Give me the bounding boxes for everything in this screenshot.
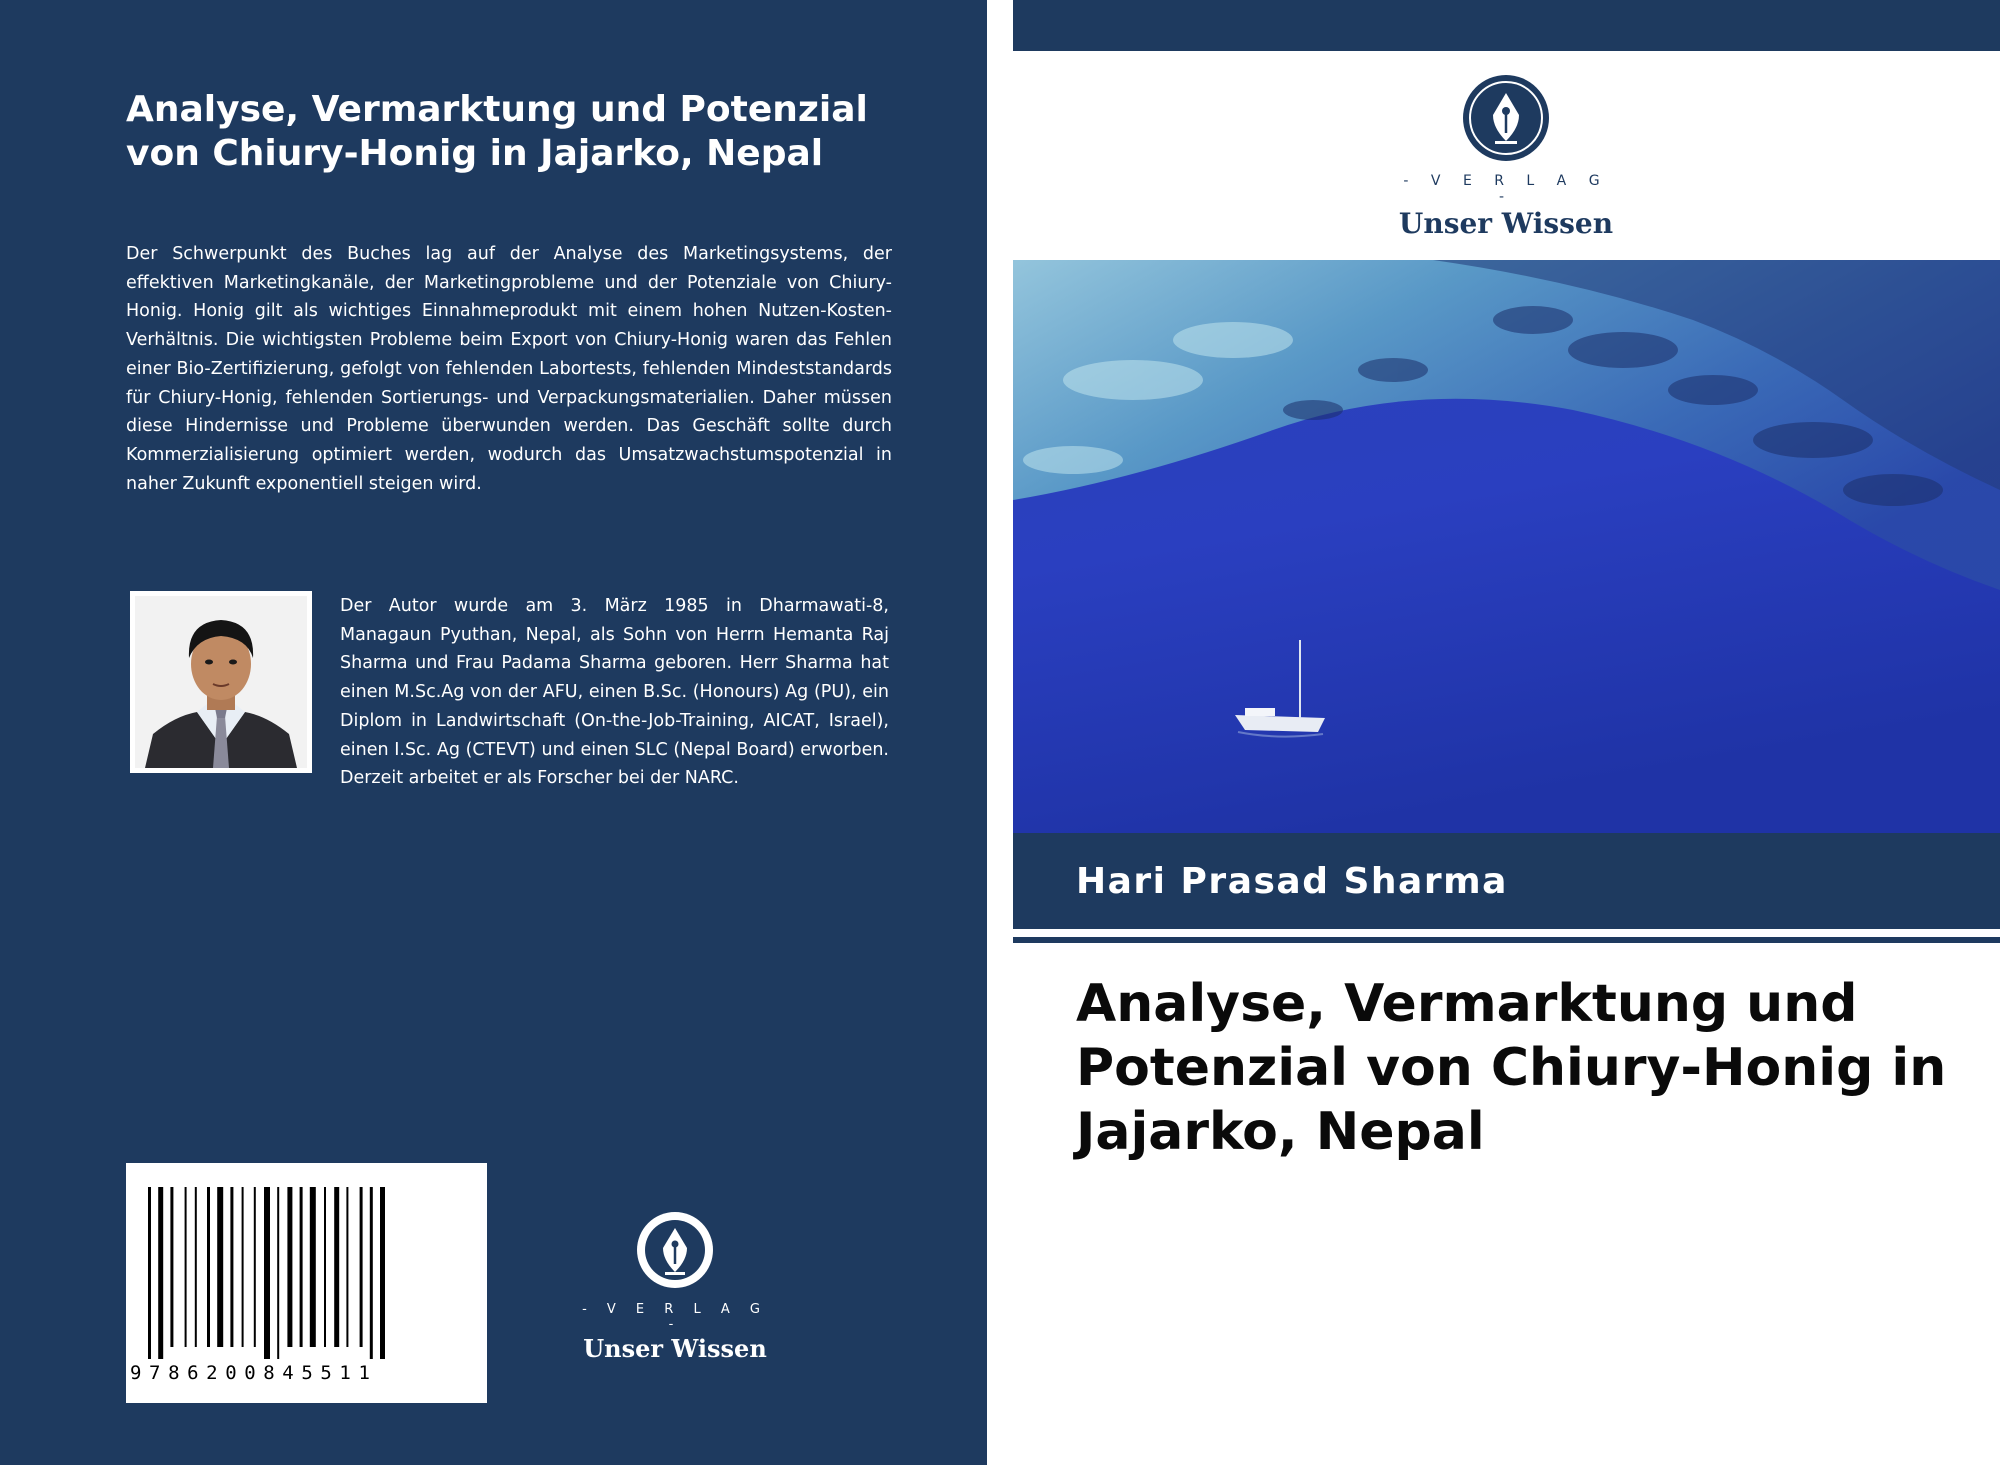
publisher-verlag-label: - V E R L A G - <box>1403 173 1609 205</box>
barcode-bar <box>148 1187 151 1359</box>
barcode-bar <box>360 1187 363 1347</box>
aerial-sea-reef-sailboat-photo <box>1013 260 2000 833</box>
author-biography: Der Autor wurde am 3. März 1985 in Dharmawati-8, Managaun Pyuthan, Nepal, als Sohn von Herrn Hemanta Raj Sharma und Frau Padama Sharma geboren. Herr Sharma hat einen M.Sc.Ag von der AFU, einen B.Sc. (Honours) Ag (PU), ein Diplom in Landwirtschaft (On-the-Job-Training, AICAT, Israel), einen I.Sc. Ag (CTEVT) und einen SLC (Nepal Board) erworben. Derzeit arbeitet er als Forscher bei der NARC. <box>340 596 889 789</box>
barcode-bar <box>380 1187 385 1359</box>
publisher-name: Unser Wissen <box>583 1334 767 1363</box>
barcode-bar <box>242 1187 244 1347</box>
publisher-logo-front <box>1393 73 1619 240</box>
author-name: Hari Prasad Sharma <box>1076 861 1508 902</box>
barcode-bar <box>277 1187 279 1359</box>
barcode-bar <box>264 1187 270 1359</box>
barcode-bar <box>170 1187 173 1347</box>
front-top-bar <box>1013 0 2000 51</box>
barcode-bar <box>310 1187 316 1347</box>
barcode-bar <box>195 1187 197 1347</box>
barcode-bar <box>217 1187 223 1347</box>
back-cover <box>0 0 987 1465</box>
back-cover-title: Analyse, Vermarktung und Potenzial von Chiury-Honig in Jajarko, Nepal <box>126 89 868 174</box>
publisher-logo-back <box>580 1210 770 1363</box>
cover-photo <box>1013 260 2000 833</box>
isbn-number: 9786200845511 <box>130 1362 378 1384</box>
barcode-bar <box>230 1187 233 1347</box>
author-band <box>1013 833 2000 929</box>
barcode-bar <box>346 1187 348 1347</box>
barcode-bar <box>185 1187 187 1347</box>
front-cover-title: Analyse, Vermarktung und Potenzial von Chiury-Honig in Jajarko, Nepal <box>1076 974 1947 1162</box>
isbn-barcode <box>126 1163 487 1403</box>
barcode-bar <box>207 1187 210 1347</box>
fountain-pen-nib-icon <box>635 1210 715 1290</box>
barcode-bar <box>324 1187 326 1347</box>
author-portrait-icon <box>135 596 307 768</box>
barcode-bar <box>300 1187 303 1347</box>
barcode-bar <box>334 1187 339 1347</box>
fountain-pen-nib-icon <box>1461 73 1551 163</box>
barcode-bar <box>254 1187 256 1347</box>
publisher-name: Unser Wissen <box>1398 207 1614 240</box>
barcode-bar <box>287 1187 292 1347</box>
front-cover <box>1013 0 2000 1465</box>
title-divider <box>1013 937 2000 943</box>
barcode-bar <box>370 1187 373 1359</box>
publisher-verlag-label: - V E R L A G - <box>582 1302 768 1332</box>
book-description: Der Schwerpunkt des Buches lag auf der Analyse des Marketingsystems, der effektiven Marketingkanäle, der Marketingprobleme und der Potenziale von Chiury-Honig. Honig gilt als wichtiges Einnahmeprodukt mit einem hohen Nutzen-Kosten-Verhältnis. Die wichtigsten Probleme beim Export von Chiury-Honig waren das Fehlen einer Bio-Zertifizierung, gefolgt von fehlenden Labortests, fehlenden Mindeststandards für Chiury-Honig, fehlenden Sortierungs- und Verpackungsmaterialien. Daher müssen diese Hindernisse und Probleme überwunden werden. Das Geschäft sollte durch Kommerzialisierung optimiert werden, wodurch das Umsatzwachstumspotenzial in naher Zukunft exponentiell steigen wird. <box>126 244 892 494</box>
barcode-bar <box>158 1187 163 1359</box>
author-photo <box>130 591 312 773</box>
barcode-icon <box>126 1163 487 1363</box>
